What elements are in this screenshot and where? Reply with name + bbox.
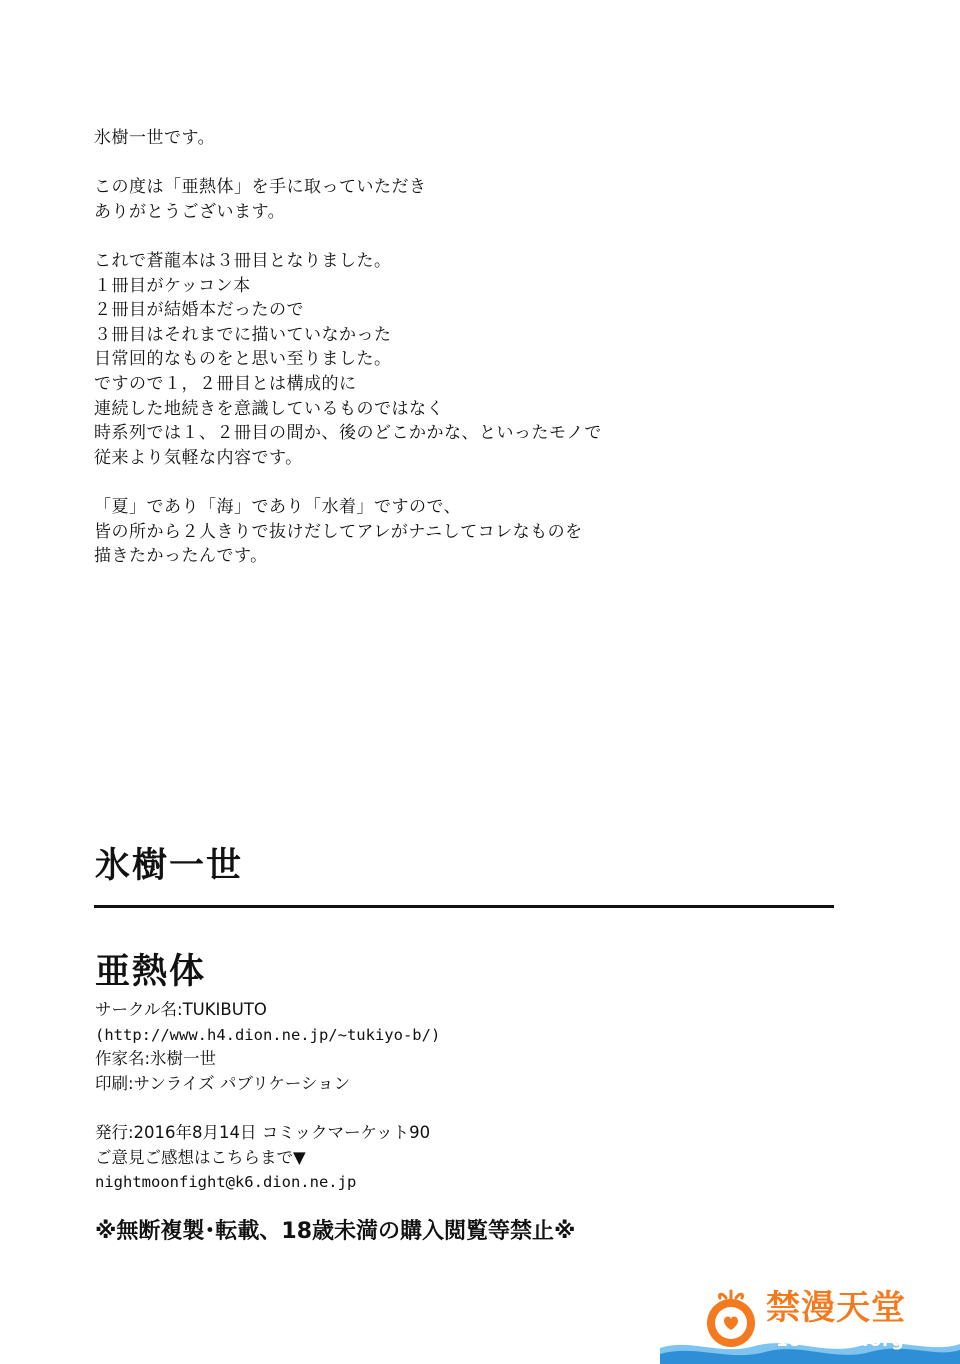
book-title-heading: 亜熱体 bbox=[95, 952, 207, 992]
whale-logo-icon bbox=[700, 1288, 762, 1350]
divider bbox=[94, 905, 834, 908]
author-name-line: 作家名:氷樹一世 bbox=[95, 1049, 217, 1069]
copyright-warning: ※無断複製･転載、18歳未満の購入閲覧等禁止※ bbox=[95, 1219, 576, 1244]
afterword-line: 連続した地続きを意識しているものではなく bbox=[94, 398, 444, 419]
afterword-line: これで蒼龍本は３冊目となりました。 bbox=[94, 250, 392, 271]
watermark-url: 18comic.org bbox=[776, 1331, 905, 1351]
author-heading: 氷樹一世 bbox=[95, 846, 244, 886]
afterword-line: 従来より気軽な内容です。 bbox=[94, 447, 303, 468]
site-watermark bbox=[660, 1282, 960, 1364]
colophon bbox=[95, 998, 795, 1195]
website-url-line: (http://www.h4.dion.ne.jp/~tukiyo-b/) bbox=[95, 1025, 441, 1044]
afterword-line: ３冊目はそれまでに描いていなかった bbox=[94, 324, 392, 345]
afterword-paragraph-4 bbox=[94, 495, 714, 569]
afterword-line: この度は「亜熱体」を手に取っていただき bbox=[94, 177, 427, 198]
afterword-line: 日常回的なものをと思い至りました。 bbox=[94, 349, 392, 370]
afterword-line: 氷樹一世です。 bbox=[94, 128, 216, 148]
issue-date-line: 発行:2016年8月14日 コミックマーケット90 bbox=[95, 1122, 431, 1142]
printer-line: 印刷:サンライズ パブリケーション bbox=[95, 1073, 351, 1093]
email-line: nightmoonfight@k6.dion.ne.jp bbox=[95, 1173, 357, 1192]
afterword-line: 「夏」であり「海」であり「水着」ですので、 bbox=[94, 496, 462, 517]
colophon-spacer bbox=[95, 1096, 795, 1121]
afterword-line: ありがとうございます。 bbox=[94, 201, 286, 222]
feedback-line: ご意見ご感想はこちらまで▼ bbox=[95, 1147, 306, 1167]
afterword-paragraph-2 bbox=[94, 175, 714, 224]
afterword bbox=[94, 126, 714, 593]
afterword-line: ２冊目が結婚本だったので bbox=[94, 300, 304, 321]
watermark-title: 禁漫天堂 bbox=[766, 1288, 906, 1328]
afterword-line: ですので１，２冊目とは構成的に bbox=[94, 373, 357, 394]
circle-name-line: サークル名:TUKIBUTO bbox=[95, 1000, 267, 1019]
afterword-line: 皆の所から２人きりで抜けだしてアレがナニしてコレなものを bbox=[94, 521, 583, 542]
afterword-paragraph-1 bbox=[94, 126, 714, 151]
afterword-paragraph-3 bbox=[94, 249, 714, 470]
afterword-line: １冊目がケッコン本 bbox=[94, 275, 251, 296]
afterword-line: 時系列では１、２冊目の間か、後のどこかかな、といったモノで bbox=[94, 423, 602, 444]
afterword-line: 描きたかったんです。 bbox=[94, 546, 268, 567]
